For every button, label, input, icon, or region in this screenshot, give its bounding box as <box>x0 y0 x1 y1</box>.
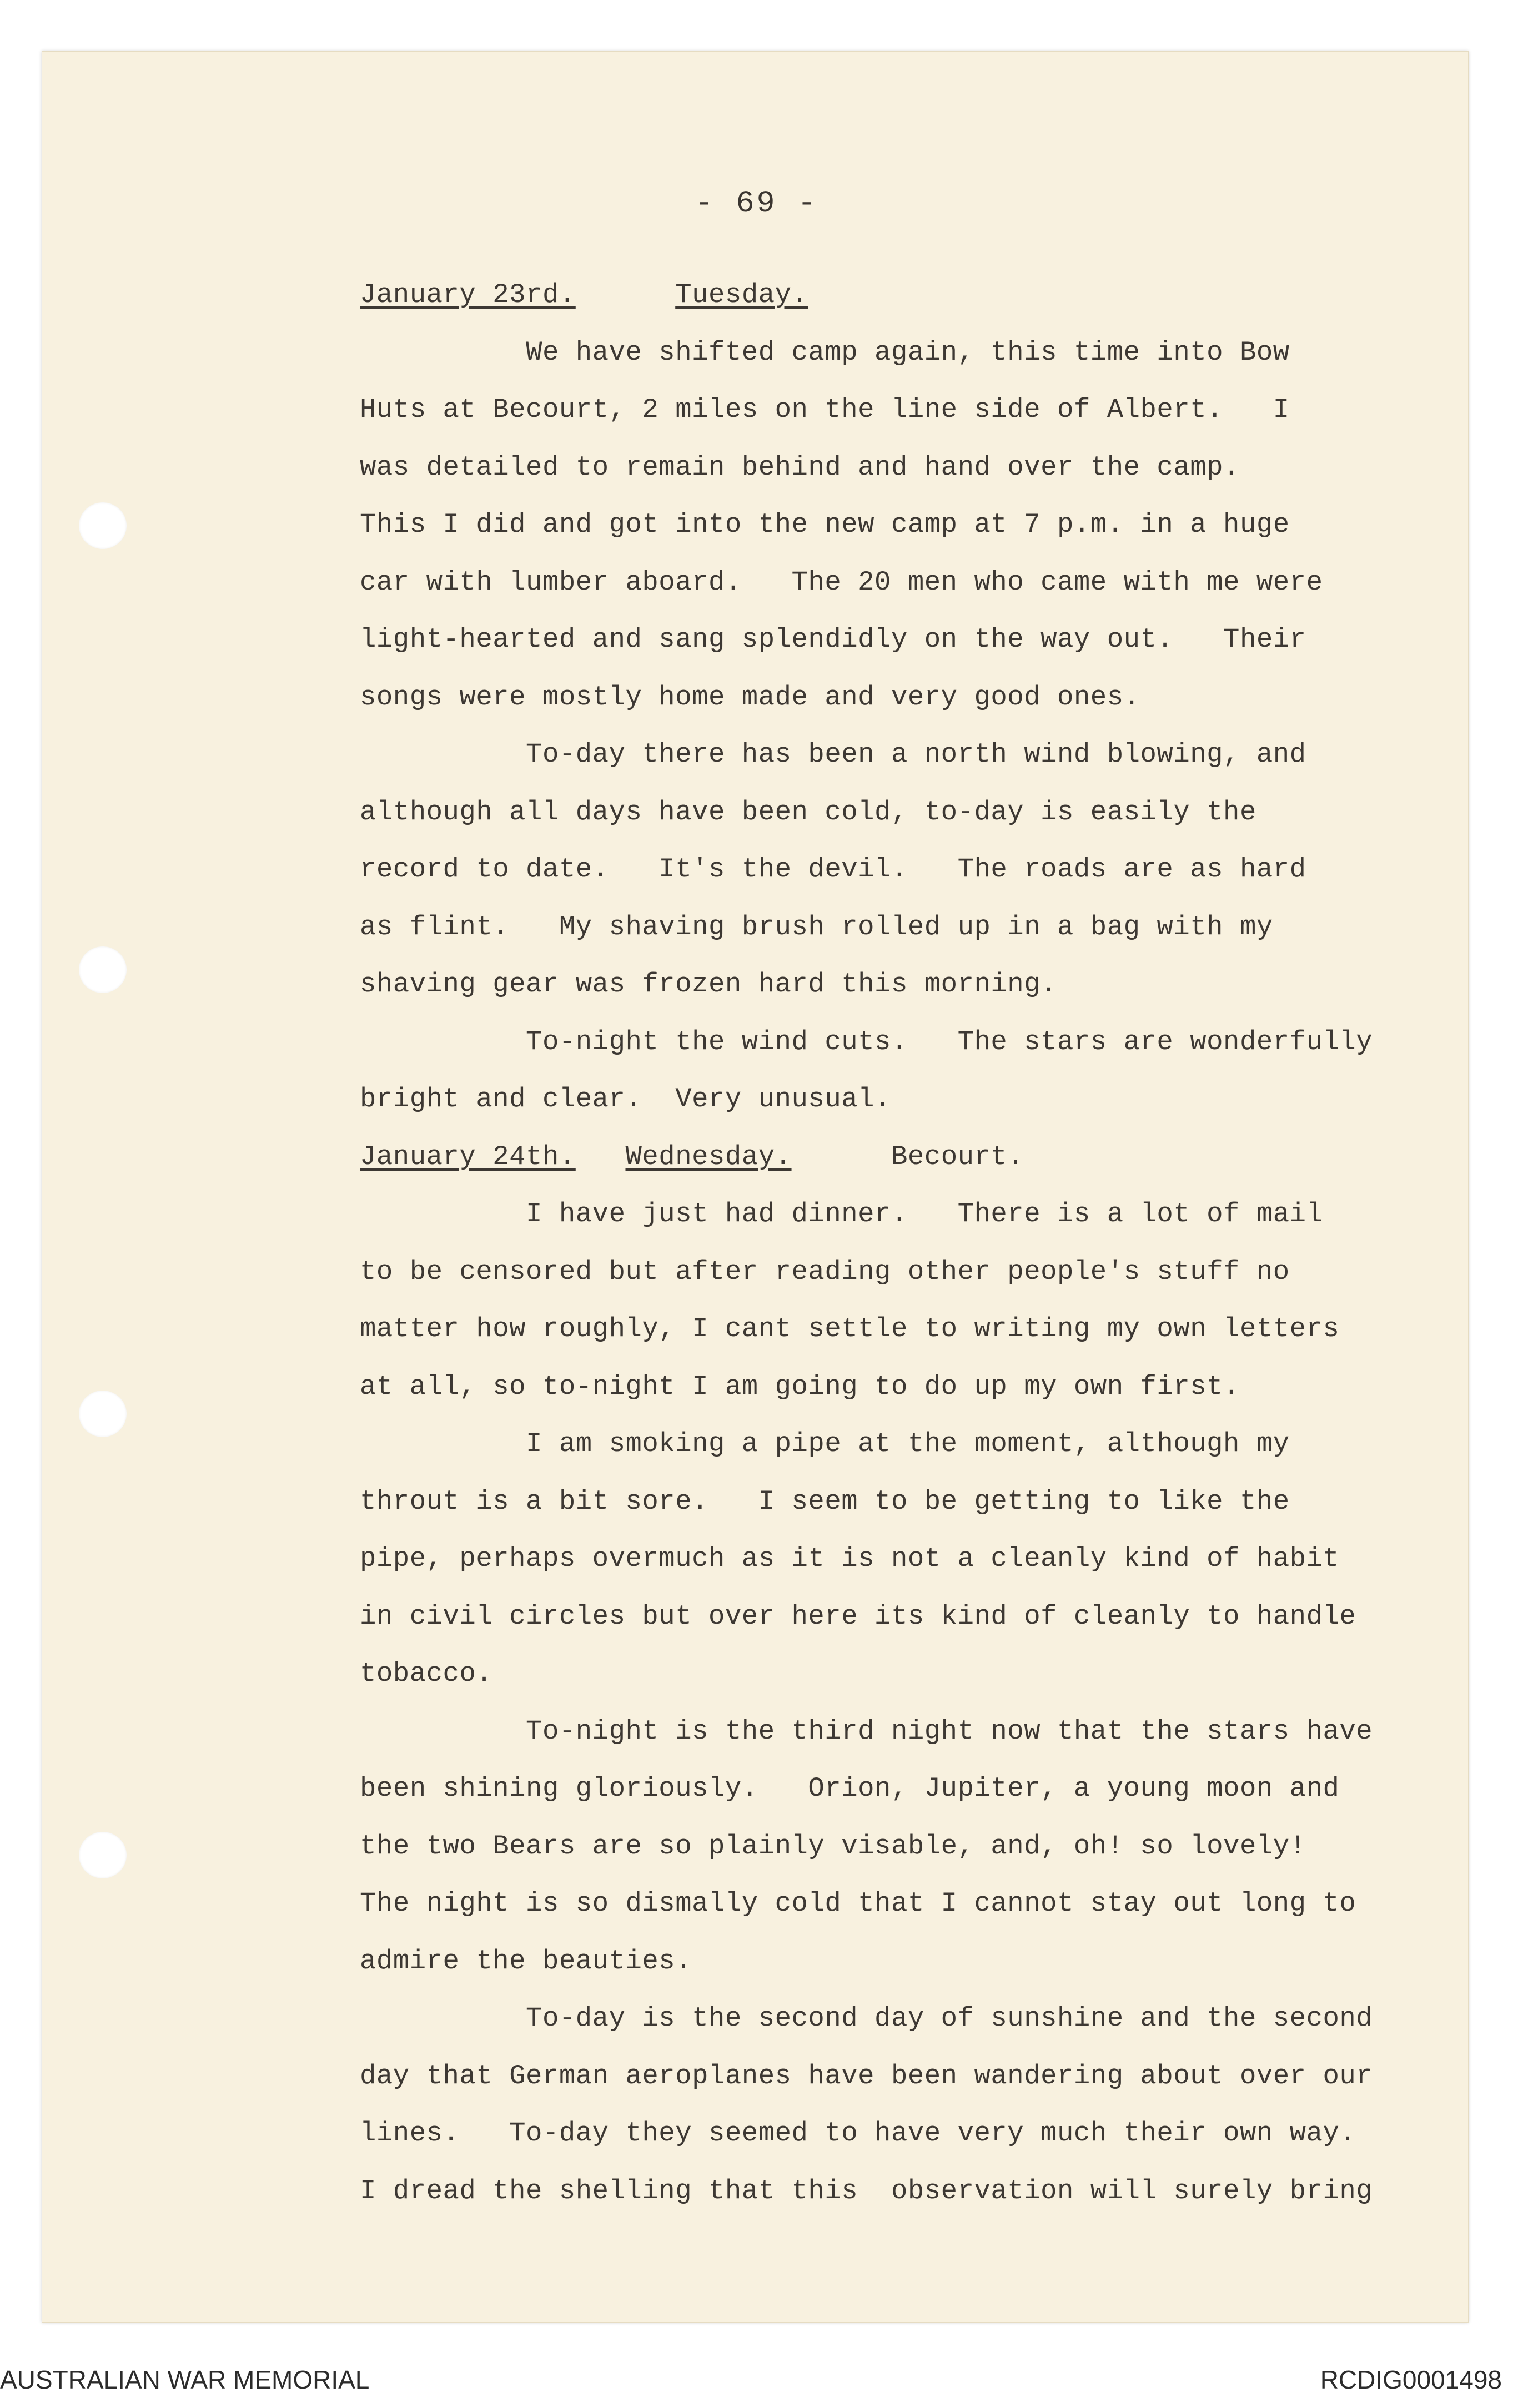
text-line: I have just had dinner. There is a lot of mail <box>360 1198 1323 1230</box>
text-line: To-night the wind cuts. The stars are wonderfully <box>360 1026 1373 1057</box>
text-line: in civil circles but over here its kind of cleanly to handle <box>360 1600 1356 1632</box>
entry-heading <box>360 1129 1459 1186</box>
footer-institution: AUSTRALIAN WAR MEMORIAL <box>0 2365 370 2394</box>
text-line: Huts at Becourt, 2 miles on the line side of Albert. I <box>360 394 1290 425</box>
text-line: record to date. It's the devil. The roads are as hard <box>360 854 1306 885</box>
text-line: matter how roughly, I cant settle to writing my own letters <box>360 1313 1340 1344</box>
text-line: To-night is the third night now that the stars have <box>360 1715 1373 1747</box>
text-line: bright and clear. Very unusual. <box>360 1084 891 1115</box>
text-line: light-hearted and sang splendidly on the way out. Their <box>360 624 1306 655</box>
text-line: was detailed to remain behind and hand over the camp. <box>360 451 1240 483</box>
text-line: tobacco. <box>360 1658 493 1689</box>
text-line: I dread the shelling that this observation will surely bring <box>360 2175 1373 2207</box>
text-line: To-day is the second day of sunshine and the second <box>360 2003 1373 2034</box>
diary-text <box>360 266 1459 2220</box>
page-number: - 69 - <box>695 186 818 221</box>
punch-hole <box>79 1832 127 1878</box>
text-line: day that German aeroplanes have been wandering about over our <box>360 2060 1373 2092</box>
text-line: been shining gloriously. Orion, Jupiter, a young moon and <box>360 1773 1340 1804</box>
entry-day: Wednesday. <box>625 1141 792 1172</box>
entry-date: January 23rd. <box>360 279 576 310</box>
text-line: I am smoking a pipe at the moment, although my <box>360 1428 1290 1459</box>
punch-hole <box>79 1391 127 1437</box>
text-line: as flint. My shaving brush rolled up in a bag with my <box>360 911 1273 943</box>
text-line: although all days have been cold, to-day is easily the <box>360 796 1256 828</box>
punch-hole <box>79 946 127 993</box>
text-line: shaving gear was frozen hard this morning. <box>360 969 1058 1000</box>
text-line: the two Bears are so plainly visable, and, oh! so lovely! <box>360 1830 1306 1862</box>
entry-date: January 24th. <box>360 1141 576 1172</box>
entry-heading <box>360 266 1459 324</box>
text-line: pipe, perhaps overmuch as it is not a cleanly kind of habit <box>360 1543 1340 1574</box>
entry-place: Becourt. <box>891 1141 1024 1172</box>
text-line: at all, so to-night I am going to do up my own first. <box>360 1371 1240 1402</box>
punch-hole <box>79 502 127 549</box>
text-line: songs were mostly home made and very good ones. <box>360 681 1140 713</box>
text-line: To-day there has been a north wind blowing, and <box>360 739 1306 770</box>
text-line: The night is so dismally cold that I cannot stay out long to <box>360 1888 1356 1919</box>
text-line: This I did and got into the new camp at 7 p.m. in a huge <box>360 509 1290 540</box>
text-line: to be censored but after reading other people's stuff no <box>360 1256 1290 1287</box>
text-line: lines. To-day they seemed to have very much their own way. <box>360 2118 1356 2149</box>
text-line: throut is a bit sore. I seem to be getting to like the <box>360 1485 1290 1517</box>
text-line: car with lumber aboard. The 20 men who came with me were <box>360 566 1323 598</box>
text-line: We have shifted camp again, this time into Bow <box>360 336 1290 368</box>
entry-day: Tuesday. <box>675 279 808 310</box>
text-line: admire the beauties. <box>360 1945 692 1977</box>
footer-record-id: RCDIG0001498 <box>1320 2365 1502 2394</box>
